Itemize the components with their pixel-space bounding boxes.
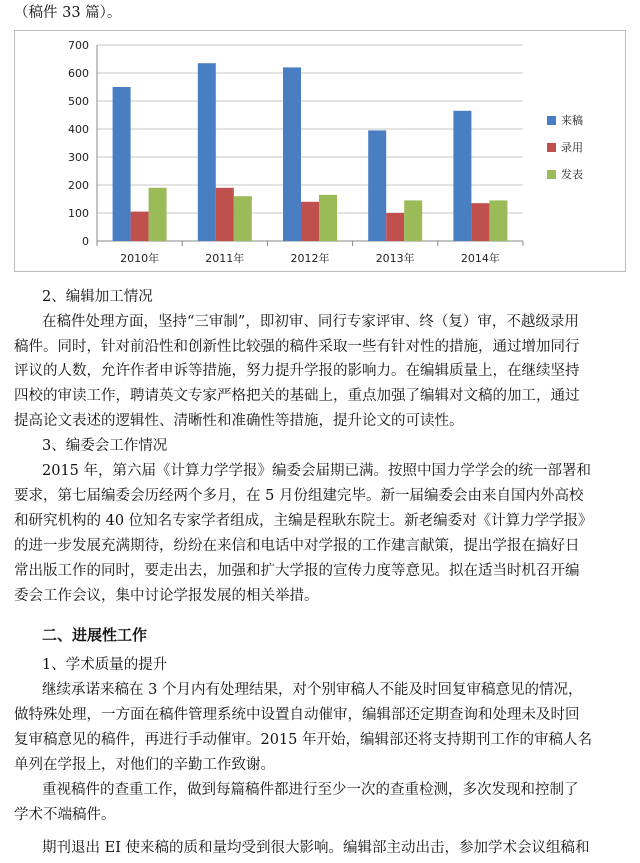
chart-svg	[15, 31, 627, 273]
paragraph-line: 在稿件处理方面，坚持“三审制”，即初审、同行专家评审、终（复）审，不越级录用	[42, 314, 579, 330]
x-tick-label: 2010年	[120, 252, 160, 265]
y-tick-label: 300	[68, 151, 89, 164]
paragraph-line: 2015 年，第六届《计算力学学报》编委会届期已满。按照中国力学学会的统一部署和	[42, 463, 592, 479]
bar-1-2	[301, 202, 319, 241]
paragraph-line: 评议的人数，允许作者申诉等措施，努力提升学报的影响力。在编辑质量上，在继续坚持	[14, 363, 580, 379]
paragraph-line: 重视稿件的查重工作，做到每篇稿件都进行至少一次的查重检测，多次发现和控制了	[42, 782, 579, 798]
paragraph-line: 稿件。同时，针对前沿性和创新性比较强的稿件采取一些有针对性的措施，通过增加同行	[14, 339, 580, 355]
paragraph-line: 提高论文表述的逻辑性、清晰性和准确性等措施，提升论文的可读性。	[14, 413, 464, 429]
y-tick-label: 600	[68, 67, 89, 80]
bar-0-4	[453, 111, 471, 241]
legend-label-2: 发表	[561, 168, 583, 181]
bar-0-2	[283, 67, 301, 241]
bar-chart	[14, 30, 626, 272]
bar-1-4	[471, 203, 489, 241]
bar-2-4	[489, 200, 507, 241]
paragraph-line: 常出版工作的同时，要走出去，加强和扩大学报的宣传力度等意见。拟在适当时机召开编	[14, 563, 580, 579]
paragraph-line: 学术不端稿件。	[14, 807, 116, 823]
bar-0-3	[368, 130, 386, 241]
x-tick-label: 2012年	[290, 252, 330, 265]
y-tick-label: 0	[82, 235, 89, 248]
paragraph-line: 和研究机构的 40 位知名专家学者组成，主编是程耿东院士。新老编委对《计算力学学报》	[14, 513, 593, 529]
bar-1-1	[216, 188, 234, 241]
bar-1-0	[131, 212, 149, 241]
bar-1-3	[386, 213, 404, 241]
section-heading-progress: 二、进展性工作	[42, 626, 148, 644]
y-tick-label: 500	[68, 95, 89, 108]
y-tick-label: 100	[68, 207, 89, 220]
y-tick-label: 200	[68, 179, 89, 192]
legend-label-0: 来稿	[561, 114, 583, 127]
legend-swatch-0	[547, 116, 556, 125]
bar-2-0	[149, 188, 167, 241]
x-tick-label: 2014年	[460, 252, 500, 265]
paragraph-line: 做特殊处理，一方面在稿件管理系统中设置自动催审，编辑部还定期查询和处理未及时回	[14, 707, 580, 723]
legend-swatch-1	[547, 143, 556, 152]
paragraph-line: 继续承诺来稿在 3 个月内有处理结果，对个别审稿人不能及时回复审稿意见的情况，	[42, 682, 583, 698]
section-heading-editing: 2、编辑加工情况	[42, 289, 153, 305]
paragraph-line: 的进一步发展充满期待，纷纷在来信和电话中对学报的工作建言献策，提出学报在搞好日	[14, 538, 580, 554]
bar-2-2	[319, 195, 337, 241]
paragraph-line: 四校的审读工作，聘请英文专家严格把关的基础上，重点加强了编辑对文稿的加工，通过	[14, 388, 580, 404]
legend-swatch-2	[547, 170, 556, 179]
x-tick-label: 2013年	[375, 252, 415, 265]
legend-label-1: 录用	[561, 141, 583, 154]
paragraph-line: 复审稿意见的稿件，再进行手动催审。2015 年开始，编辑部还将支持期刊工作的审稿人名	[14, 732, 593, 748]
y-tick-label: 700	[68, 39, 89, 52]
bar-2-3	[404, 200, 422, 241]
paragraph-line: 要求，第七届编委会历经两个多月，在 5 月份组建完毕。新一届编委会由来自国内外高校	[14, 488, 584, 504]
top-note: （稿件 33 篇）。	[14, 5, 122, 21]
bar-0-0	[113, 87, 131, 241]
section-heading-committee: 3、编委会工作情况	[42, 438, 168, 454]
bar-0-1	[198, 63, 216, 241]
paragraph-line: 单列在学报上，对他们的辛勤工作致谢。	[14, 757, 275, 773]
paragraph-line: 期刊退出 EI 使来稿的质和量均受到很大影响。编辑部主动出击，参加学术会议组稿和	[42, 840, 590, 856]
bar-2-1	[234, 196, 252, 241]
subsection-heading-quality: 1、学术质量的提升	[42, 657, 168, 673]
x-tick-label: 2011年	[205, 252, 245, 265]
y-tick-label: 400	[68, 123, 89, 136]
paragraph-line: 委会工作会议，集中讨论学报发展的相关举措。	[14, 588, 319, 604]
